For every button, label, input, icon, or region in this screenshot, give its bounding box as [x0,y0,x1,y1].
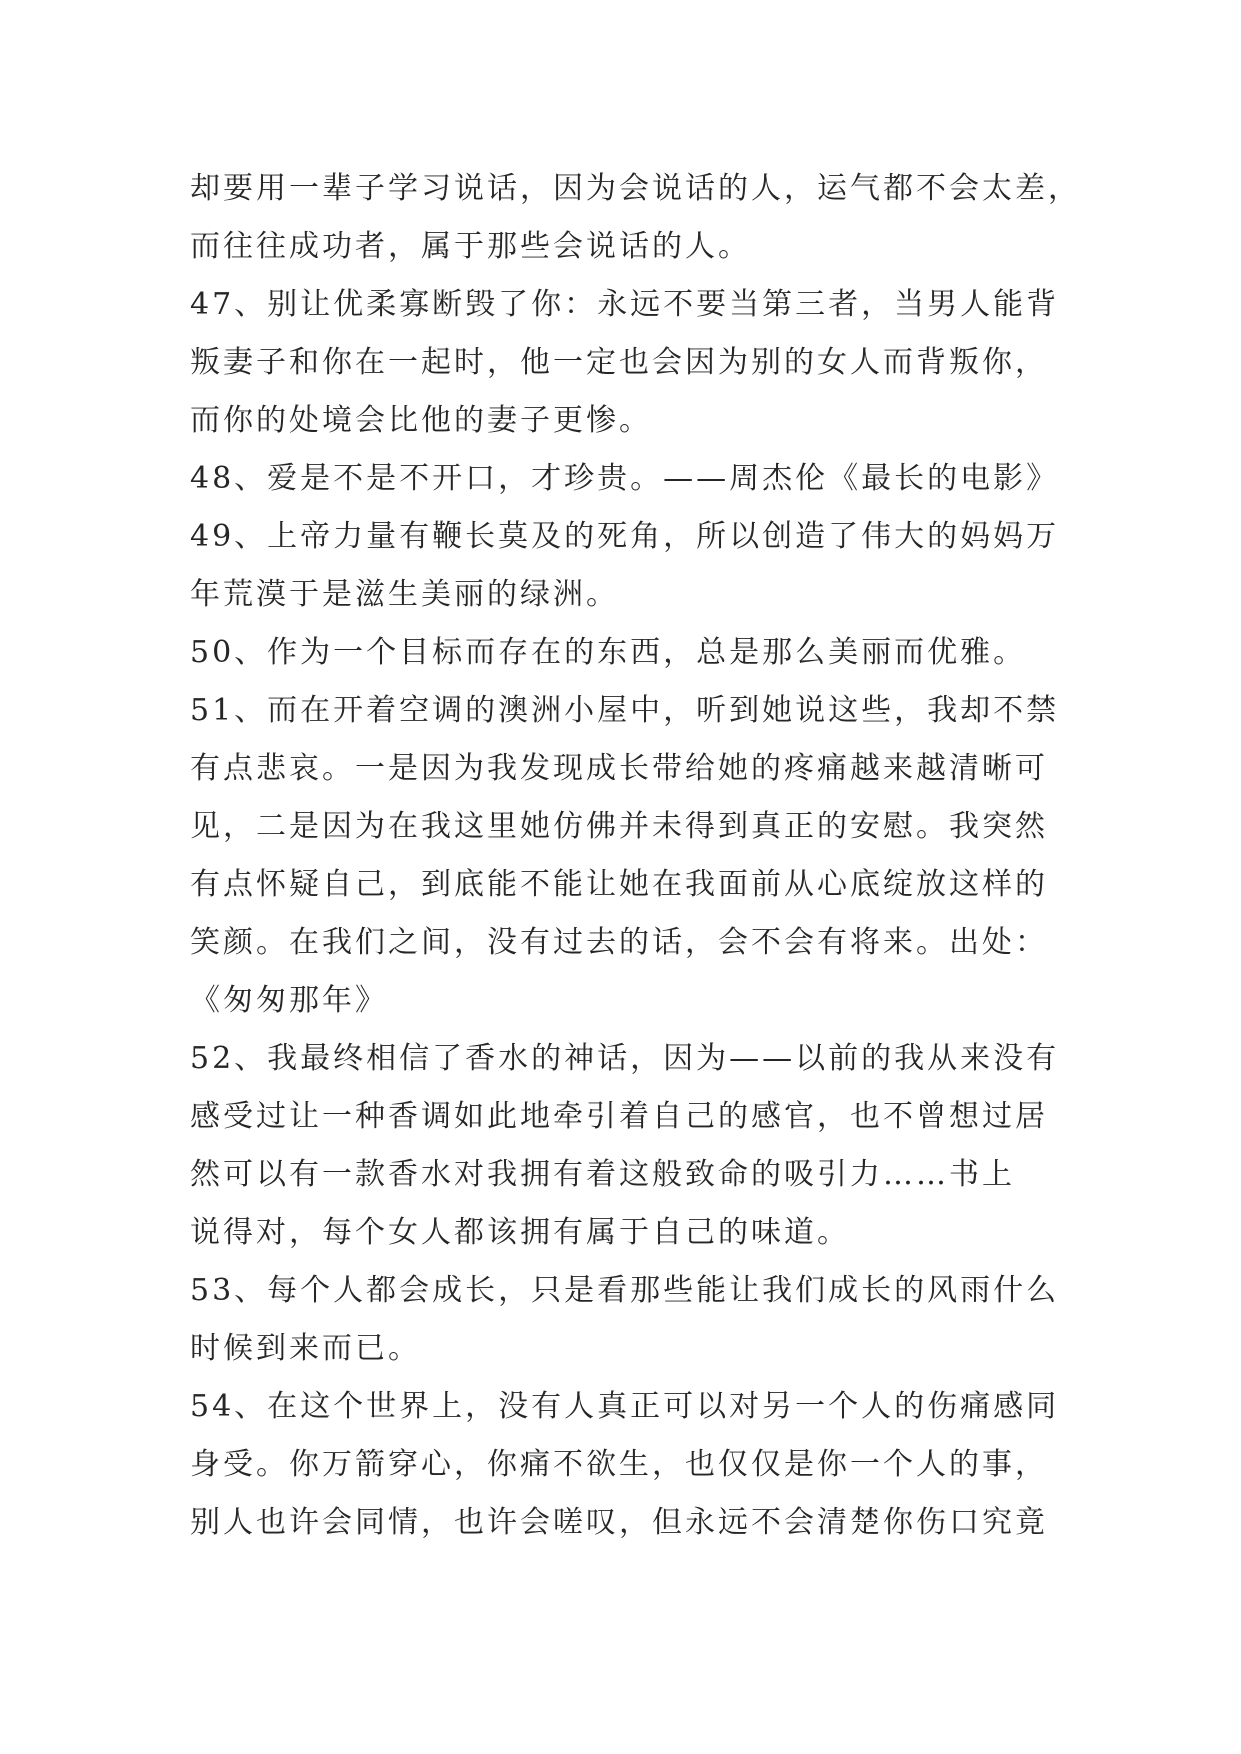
text-line: 53、每个人都会成长，只是看那些能让我们成长的风雨什么 [190,1273,1060,1308]
text-line: 别人也许会同情，也许会嗟叹，但永远不会清楚你伤口究竟 [190,1505,1048,1540]
text-line: 身受。你万箭穿心，你痛不欲生，也仅仅是你一个人的事， [190,1447,1048,1482]
text-line: 50、作为一个目标而存在的东西，总是那么美丽而优雅。 [190,635,1027,670]
text-line: 而往往成功者，属于那些会说话的人。 [190,229,751,264]
text-line: 52、我最终相信了香水的神话，因为——以前的我从来没有 [190,1041,1060,1076]
text-line: 47、别让优柔寡断毁了你：永远不要当第三者，当男人能背 [190,287,1060,322]
text-line: 感受过让一种香调如此地牵引着自己的感官，也不曾想过居 [190,1099,1048,1134]
text-line: 《匆匆那年》 [190,983,388,1018]
text-line: 见，二是因为在我这里她仿佛并未得到真正的安慰。我突然 [190,809,1048,844]
text-line: 48、爱是不是不开口，才珍贵。——周杰伦《最长的电影》 [190,461,1060,496]
text-line: 时候到来而已。 [190,1331,421,1366]
text-line: 有点悲哀。一是因为我发现成长带给她的疼痛越来越清晰可 [190,751,1048,786]
text-line: 然可以有一款香水对我拥有着这般致命的吸引力……书上 [190,1157,1015,1192]
text-line: 有点怀疑自己，到底能不能让她在我面前从心底绽放这样的 [190,867,1048,902]
text-line: 而你的处境会比他的妻子更惨。 [190,403,652,438]
body-text [190,160,1081,1552]
text-line: 年荒漠于是滋生美丽的绿洲。 [190,577,619,612]
text-line: 49、上帝力量有鞭长莫及的死角，所以创造了伟大的妈妈万 [190,519,1060,554]
text-line: 说得对，每个女人都该拥有属于自己的味道。 [190,1215,850,1250]
text-line: 笑颜。在我们之间，没有过去的话，会不会有将来。出处： [190,925,1048,960]
text-line: 54、在这个世界上，没有人真正可以对另一个人的伤痛感同 [190,1389,1060,1424]
text-line: 却要用一辈子学习说话，因为会说话的人，运气都不会太差， [190,171,1081,206]
text-line: 叛妻子和你在一起时，他一定也会因为别的女人而背叛你， [190,345,1048,380]
text-line: 51、而在开着空调的澳洲小屋中，听到她说这些，我却不禁 [190,693,1060,728]
